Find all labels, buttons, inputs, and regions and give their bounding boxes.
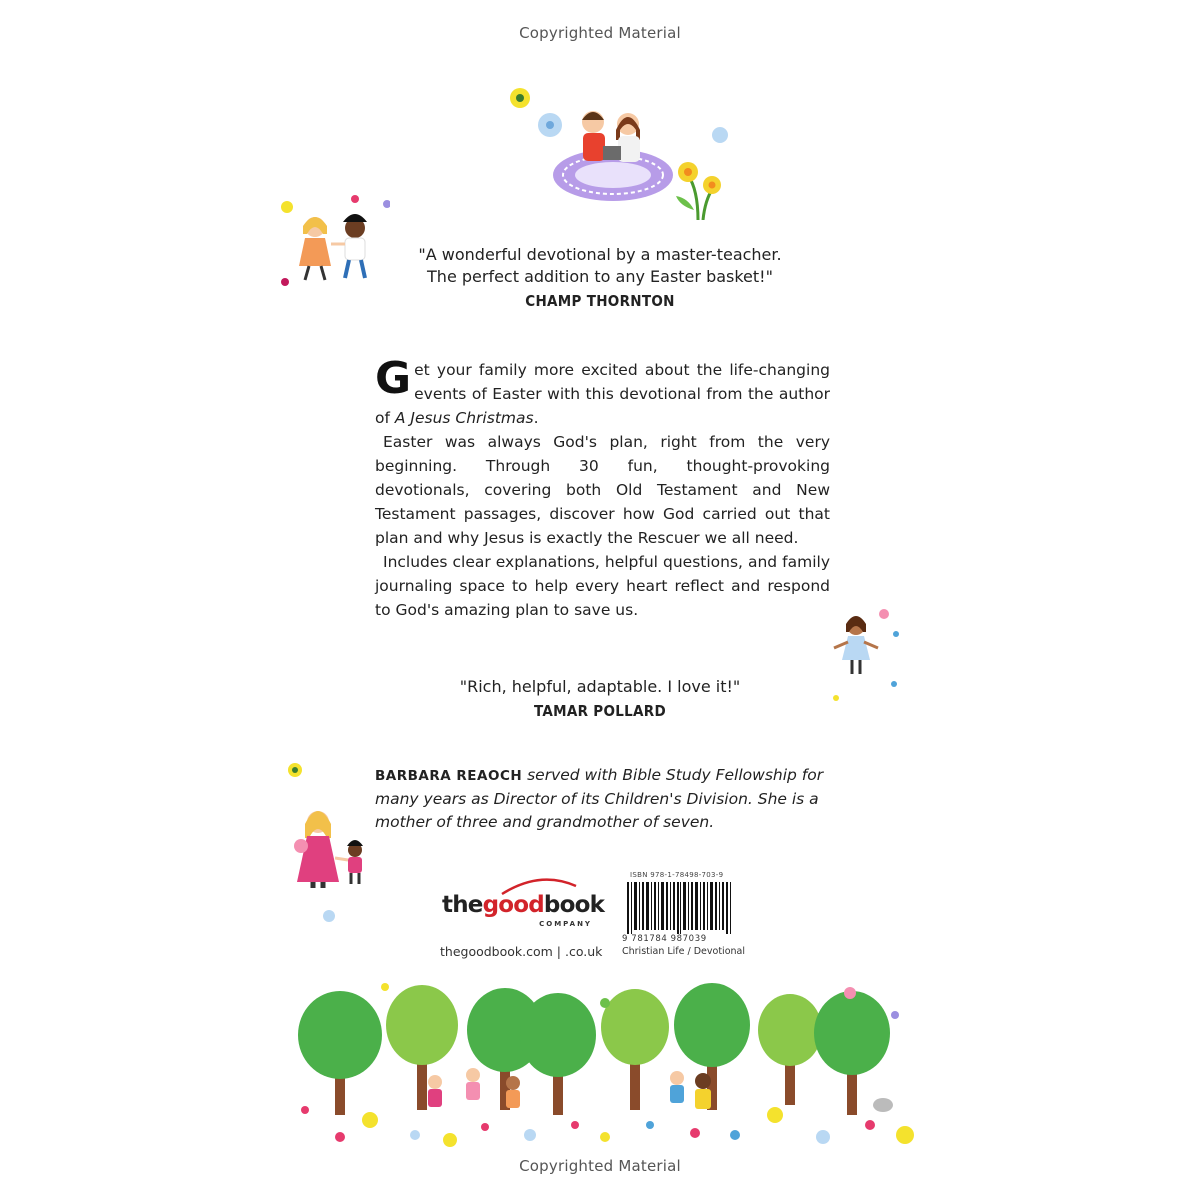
girl-illustration: [826, 604, 906, 704]
description-p2: Easter was always God's plan, right from the very beginning. Through 30 fun, thought-provoking devotionals, covering both Old Testament and New Testament passages, discover how God carried out that plan and why Jesus is exactly the Rescuer we all need.: [375, 433, 830, 547]
tree: [758, 994, 822, 1105]
author-bio: [375, 764, 835, 834]
tree: [520, 993, 596, 1115]
mother-child-illustration: [283, 758, 378, 923]
forest-scene-illustration: [285, 975, 925, 1155]
watermark-bottom: Copyrighted Material: [519, 1157, 681, 1175]
quote-1-line-2: The perfect addition to any Easter basket!": [427, 267, 773, 286]
description-p1-title: A Jesus Christmas: [394, 409, 534, 427]
isbn-label: ISBN 978-1-78498-703-9: [630, 871, 724, 879]
publisher-logo: [442, 880, 605, 940]
logo-wordmark: [442, 892, 604, 918]
tree: [674, 983, 750, 1110]
description-p1-end: .: [533, 409, 539, 427]
bio-part-1: served with: [522, 766, 623, 784]
logo-book: book: [543, 892, 605, 918]
tree: [386, 985, 458, 1110]
author-name: BARBARA REAOCH: [375, 768, 523, 784]
tree: [814, 991, 890, 1115]
watermark-top: Copyrighted Material: [519, 24, 681, 42]
quote-2-text: "Rich, helpful, adaptable. I love it!": [459, 677, 741, 696]
bunny: [873, 1098, 893, 1112]
endorsement-quote-1: [380, 244, 820, 312]
description-p1: et your family more excited about the life-changing events of Easter with this devotional from the author of: [375, 361, 830, 427]
daffodils: [676, 162, 721, 220]
book-description: [375, 353, 830, 622]
bio-part-2: for many years as Director of its Children's Division. She is a mother of three and grandmother of seven.: [375, 766, 824, 831]
children-walking-illustration: [275, 192, 390, 292]
tree: [298, 991, 382, 1115]
book: [603, 146, 621, 160]
logo-the: the: [442, 892, 483, 918]
endorsement-quote-2: [380, 676, 820, 722]
isbn-number: 9 781784 987039: [622, 934, 707, 944]
quote-1-author: CHAMP THORNTON: [525, 292, 675, 310]
bio-org: Bible Study Fellowship: [622, 766, 797, 784]
book-category: Christian Life / Devotional: [622, 946, 745, 957]
logo-company: COMPANY: [539, 920, 592, 928]
description-p3: Includes clear explanations, helpful questions, and family journaling space to help every heart reflect and respond to God's amazing plan to save us.: [375, 553, 830, 619]
logo-good: good: [482, 892, 544, 918]
flower-icon: [712, 127, 728, 143]
tree: [601, 989, 669, 1110]
publisher-url: thegoodbook.com | .co.uk: [440, 944, 603, 959]
barcode-graphic: [625, 882, 735, 934]
quote-1-line-1: "A wonderful devotional by a master-teacher.: [418, 245, 782, 264]
children-reading-illustration: [498, 80, 733, 220]
children-easter-hunt: [428, 1068, 893, 1112]
quote-2-author: TAMAR POLLARD: [534, 702, 666, 720]
drop-cap: G: [375, 353, 412, 404]
